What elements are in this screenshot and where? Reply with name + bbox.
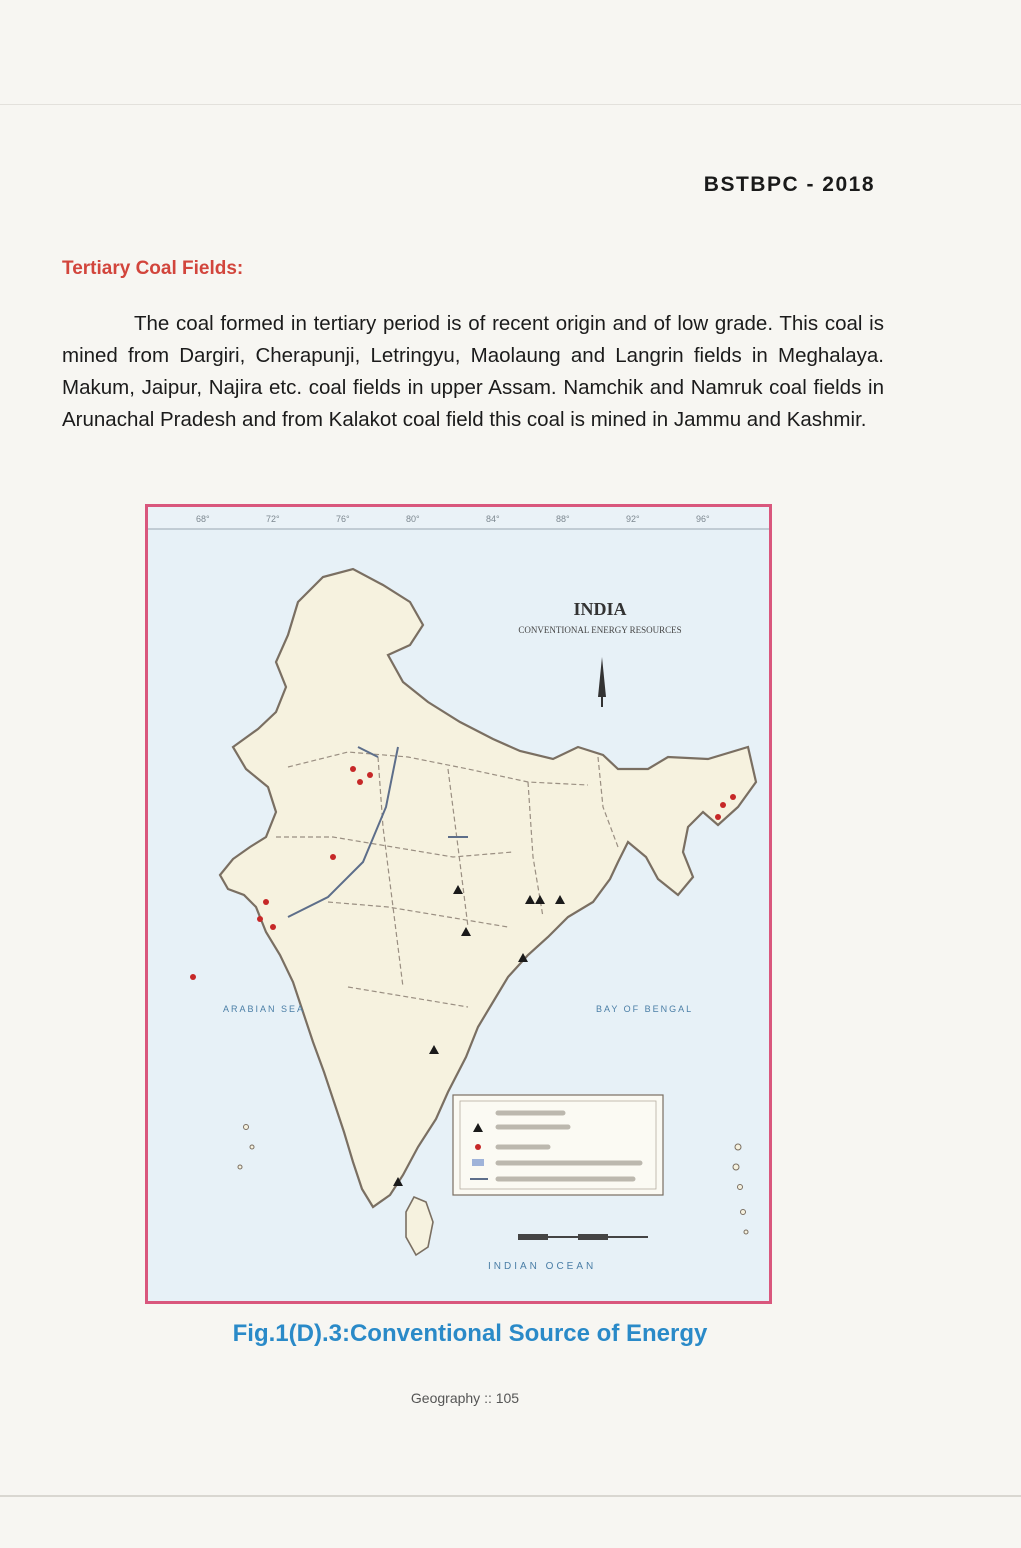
- figure-caption: Fig.1(D).3:Conventional Source of Energy: [232, 1320, 708, 1347]
- oil-marker: [720, 802, 726, 808]
- page-footer: Geography :: 105: [410, 1390, 520, 1406]
- map-title: INDIA: [573, 599, 627, 619]
- page-edge-top: [0, 104, 1021, 105]
- map-subtitle: CONVENTIONAL ENERGY RESOURCES: [518, 625, 682, 635]
- oil-marker: [330, 854, 336, 860]
- legend-refinery-icon: [472, 1159, 484, 1166]
- svg-text:92°: 92°: [626, 514, 640, 524]
- document-code: BSTBPC - 2018: [703, 173, 875, 196]
- map-scale-bar: [518, 1234, 648, 1240]
- andaman-islands: [733, 1144, 748, 1234]
- oil-marker: [367, 772, 373, 778]
- section-heading: Tertiary Coal Fields:: [62, 258, 244, 279]
- svg-text:88°: 88°: [556, 514, 570, 524]
- body-paragraph: [62, 308, 884, 436]
- north-arrow-icon: [598, 657, 606, 707]
- oil-marker: [715, 814, 721, 820]
- svg-text:84°: 84°: [486, 514, 500, 524]
- sri-lanka: [406, 1197, 433, 1255]
- map-graticule-strip: [148, 507, 769, 529]
- legend-oil-icon: [475, 1144, 481, 1150]
- oil-marker: [357, 779, 363, 785]
- svg-text:72°: 72°: [266, 514, 280, 524]
- sea-label-arabian: ARABIAN SEA: [223, 1004, 306, 1014]
- svg-text:96°: 96°: [696, 514, 710, 524]
- india-energy-map: [145, 504, 772, 1304]
- oil-marker: [190, 974, 196, 980]
- sea-label-bay: BAY OF BENGAL: [596, 1004, 694, 1014]
- oil-marker: [263, 899, 269, 905]
- oil-marker: [257, 916, 263, 922]
- oil-marker: [730, 794, 736, 800]
- paragraph-text: The coal formed in tertiary period is of recent origin and of low grade. This coal is mined from Dargiri, Cherapunji, Letringyu, Maolaung and Langrin fields in Meghalaya. Makum, Jaipur, Najira etc. coal fields in upper Assam. Namchik and Namruk coal fields in Arunachal Pradesh and from Kalakot coal field this coal is mined in Jammu and Kashmir.: [62, 312, 884, 431]
- page-edge-bottom: [0, 1495, 1021, 1497]
- lakshadweep-islands: [238, 1125, 254, 1170]
- svg-text:80°: 80°: [406, 514, 420, 524]
- svg-text:76°: 76°: [336, 514, 350, 524]
- ocean-label: INDIAN OCEAN: [488, 1261, 597, 1272]
- svg-text:68°: 68°: [196, 514, 210, 524]
- oil-marker: [270, 924, 276, 930]
- map-legend: [453, 1095, 663, 1195]
- oil-marker: [350, 766, 356, 772]
